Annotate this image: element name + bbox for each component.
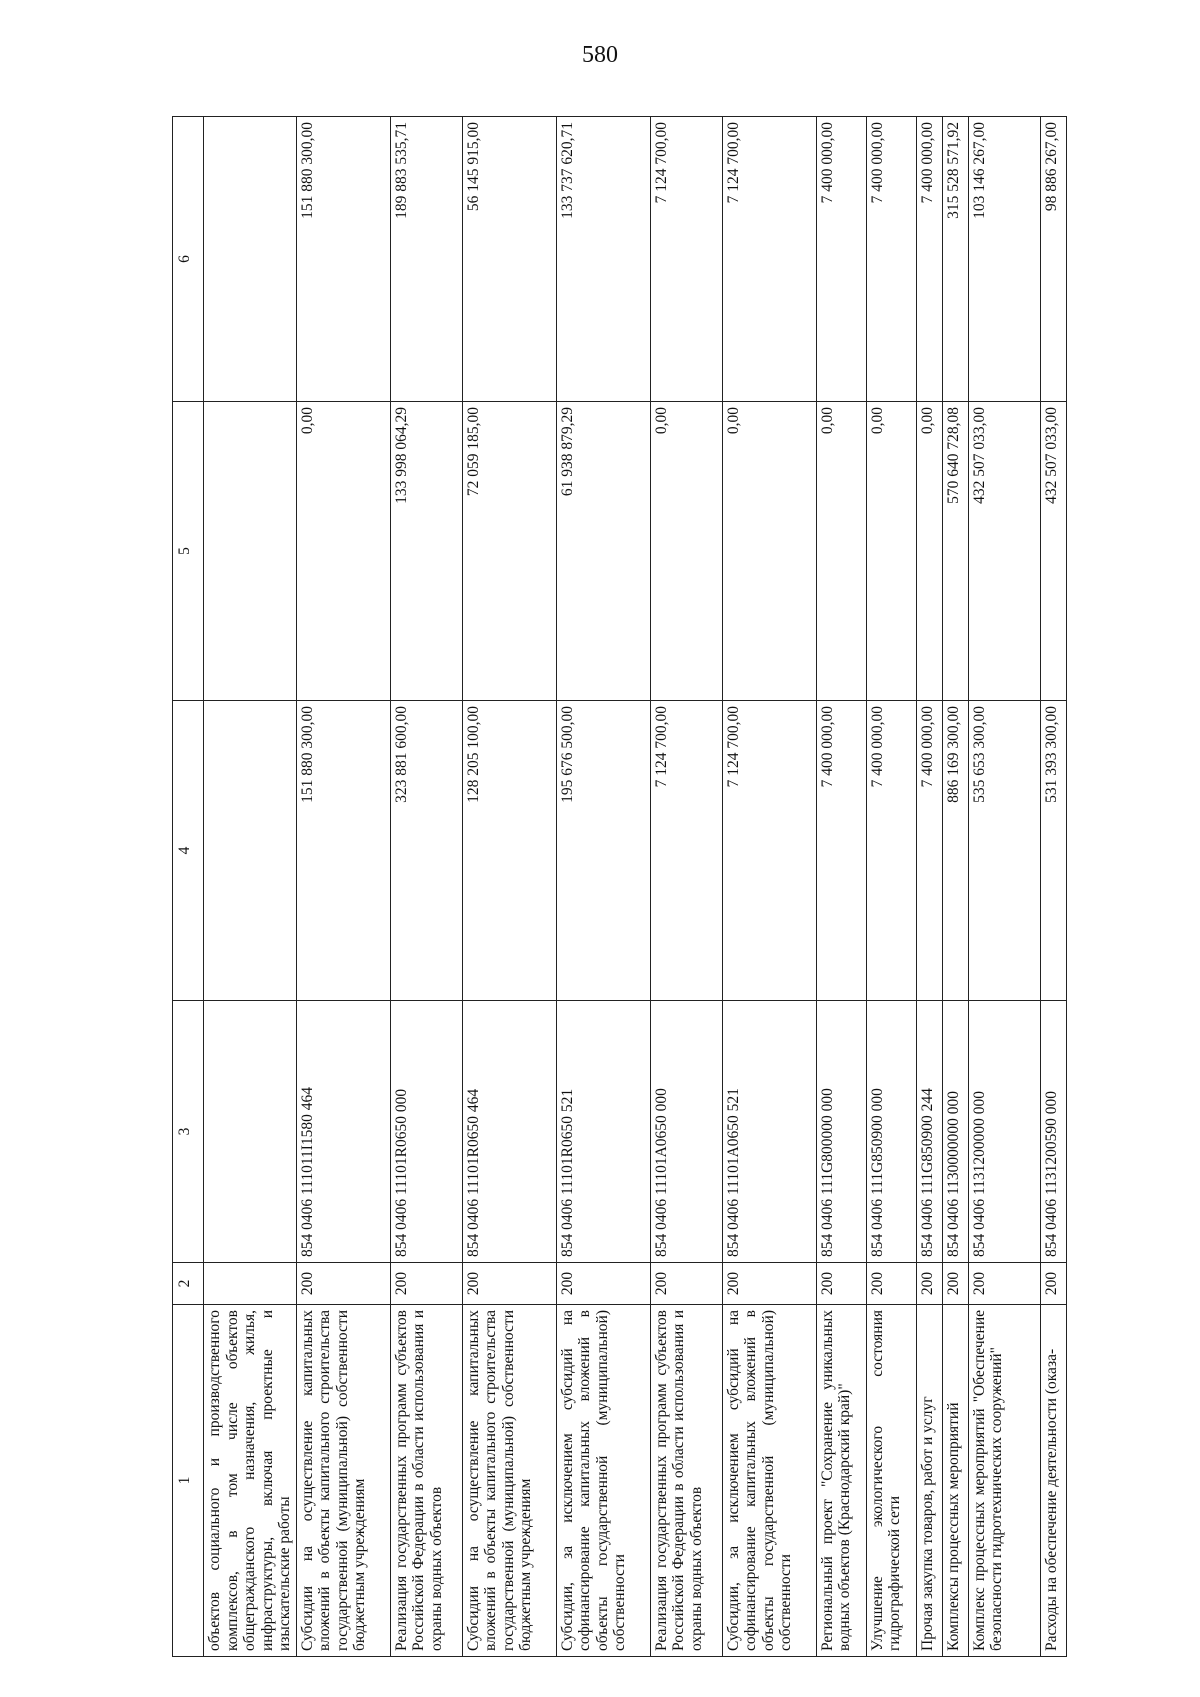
page-number: 580 <box>582 42 618 68</box>
row-value-4: 128 205 100,00 <box>462 701 556 1001</box>
row-col2: 200 <box>866 1263 916 1305</box>
table-header-row <box>173 117 204 1657</box>
row-value-5 <box>204 402 297 701</box>
table-row <box>204 117 297 1657</box>
row-code: 854 0406 11101R0650 521 <box>556 1001 650 1263</box>
row-name: Улучшение экологического состояния гидрографической сети <box>866 1305 916 1657</box>
table-row <box>296 117 390 1657</box>
row-value-4: 195 676 500,00 <box>556 701 650 1001</box>
row-name: объектов социального и производственного комплексов, в том числе объектов общегражданского назначения, жилья, инфраструктуры, включая проектные и изыскательские работы <box>204 1305 297 1657</box>
row-col2: 200 <box>722 1263 816 1305</box>
table-row <box>942 117 968 1657</box>
row-value-5: 432 507 033,00 <box>1040 402 1066 701</box>
row-col2: 200 <box>462 1263 556 1305</box>
row-col2: 200 <box>556 1263 650 1305</box>
row-value-4 <box>204 701 297 1001</box>
row-code: 854 0406 111G800000 000 <box>816 1001 866 1263</box>
table-row <box>556 117 650 1657</box>
row-value-5: 133 998 064,29 <box>390 402 462 701</box>
row-value-5: 432 507 033,00 <box>968 402 1040 701</box>
table-row <box>816 117 866 1657</box>
row-value-4: 7 124 700,00 <box>650 701 722 1001</box>
row-value-6 <box>204 117 297 402</box>
row-name: Субсидии на осуществление капитальных вложений в объекты капитального строительства государственной (муниципальной) собственности бюджетным учреждениям <box>462 1305 556 1657</box>
row-name: Расходы на обеспечение деятельности (оказа- <box>1040 1305 1066 1657</box>
row-value-4: 7 400 000,00 <box>916 701 942 1001</box>
table-row <box>650 117 722 1657</box>
row-code <box>204 1001 297 1263</box>
row-code: 854 0406 11101R0650 000 <box>390 1001 462 1263</box>
header-col-5: 5 <box>173 402 204 701</box>
row-value-6: 133 737 620,71 <box>556 117 650 402</box>
row-col2: 200 <box>1040 1263 1066 1305</box>
row-value-6: 7 400 000,00 <box>816 117 866 402</box>
row-name: Реализация государственных программ субъектов Российской Федерации в области использования и охраны водных объектов <box>390 1305 462 1657</box>
row-value-6: 315 528 571,92 <box>942 117 968 402</box>
row-value-5: 0,00 <box>650 402 722 701</box>
row-value-4: 7 400 000,00 <box>866 701 916 1001</box>
row-col2: 200 <box>390 1263 462 1305</box>
row-code: 854 0406 1130000000 000 <box>942 1001 968 1263</box>
row-value-5: 0,00 <box>296 402 390 701</box>
row-value-5: 570 640 728,08 <box>942 402 968 701</box>
row-col2: 200 <box>916 1263 942 1305</box>
row-value-6: 103 146 267,00 <box>968 117 1040 402</box>
row-code: 854 0406 111G850900 000 <box>866 1001 916 1263</box>
row-name: Комплексы процессных мероприятий <box>942 1305 968 1657</box>
row-value-4: 886 169 300,00 <box>942 701 968 1001</box>
row-code: 854 0406 11101R0650 464 <box>462 1001 556 1263</box>
row-name: Субсидии на осуществление капитальных вложений в объекты капитального строительства государственной (муниципальной) собственности бюджетным учреждениям <box>296 1305 390 1657</box>
row-value-5: 61 938 879,29 <box>556 402 650 701</box>
table-row <box>390 117 462 1657</box>
row-value-5: 0,00 <box>816 402 866 701</box>
row-value-6: 7 400 000,00 <box>866 117 916 402</box>
row-value-4: 7 400 000,00 <box>816 701 866 1001</box>
row-value-6: 189 883 535,71 <box>390 117 462 402</box>
table-row <box>722 117 816 1657</box>
row-value-4: 535 653 300,00 <box>968 701 1040 1001</box>
row-value-5: 0,00 <box>722 402 816 701</box>
row-value-6: 7 124 700,00 <box>722 117 816 402</box>
header-col-1: 1 <box>173 1305 204 1657</box>
header-col-2: 2 <box>173 1263 204 1305</box>
table-row <box>1040 117 1066 1657</box>
table-row <box>866 117 916 1657</box>
table-row <box>462 117 556 1657</box>
row-value-4: 323 881 600,00 <box>390 701 462 1001</box>
row-value-4: 151 880 300,00 <box>296 701 390 1001</box>
row-value-5: 72 059 185,00 <box>462 402 556 701</box>
budget-table <box>172 116 1067 1657</box>
header-col-6: 6 <box>173 117 204 402</box>
rotated-table-container <box>172 117 1132 1657</box>
header-col-4: 4 <box>173 701 204 1001</box>
row-name: Реализация государственных программ субъектов Российской Федерации в области использования и охраны водных объектов <box>650 1305 722 1657</box>
row-value-5: 0,00 <box>916 402 942 701</box>
row-name: Комплекс процессных мероприятий "Обеспечение безопасности гидротехнических сооружений" <box>968 1305 1040 1657</box>
row-value-4: 7 124 700,00 <box>722 701 816 1001</box>
row-code: 854 0406 111G850900 244 <box>916 1001 942 1263</box>
row-code: 854 0406 111011I1580 464 <box>296 1001 390 1263</box>
row-value-6: 7 124 700,00 <box>650 117 722 402</box>
row-col2: 200 <box>968 1263 1040 1305</box>
row-value-6: 7 400 000,00 <box>916 117 942 402</box>
header-col-3: 3 <box>173 1001 204 1263</box>
row-value-4: 531 393 300,00 <box>1040 701 1066 1001</box>
row-name: Прочая закупка товаров, работ и услуг <box>916 1305 942 1657</box>
row-name: Региональный проект "Сохранение уникальных водных объектов (Краснодарский край)" <box>816 1305 866 1657</box>
table-row <box>968 117 1040 1657</box>
table-row <box>916 117 942 1657</box>
row-value-5: 0,00 <box>866 402 916 701</box>
row-value-6: 151 880 300,00 <box>296 117 390 402</box>
row-code: 854 0406 11101A0650 521 <box>722 1001 816 1263</box>
row-code: 854 0406 1131200590 000 <box>1040 1001 1066 1263</box>
row-value-6: 98 886 267,00 <box>1040 117 1066 402</box>
row-col2: 200 <box>296 1263 390 1305</box>
row-col2: 200 <box>816 1263 866 1305</box>
row-col2: 200 <box>650 1263 722 1305</box>
row-code: 854 0406 1131200000 000 <box>968 1001 1040 1263</box>
row-col2: 200 <box>942 1263 968 1305</box>
row-name: Субсидии, за исключением субсидий на софинансирование капитальных вложений в объекты государственной (муниципальной) собственности <box>556 1305 650 1657</box>
row-value-6: 56 145 915,00 <box>462 117 556 402</box>
row-code: 854 0406 11101A0650 000 <box>650 1001 722 1263</box>
row-name: Субсидии, за исключением субсидий на софинансирование капитальных вложений в объекты государственной (муниципальной) собственности <box>722 1305 816 1657</box>
row-col2 <box>204 1263 297 1305</box>
